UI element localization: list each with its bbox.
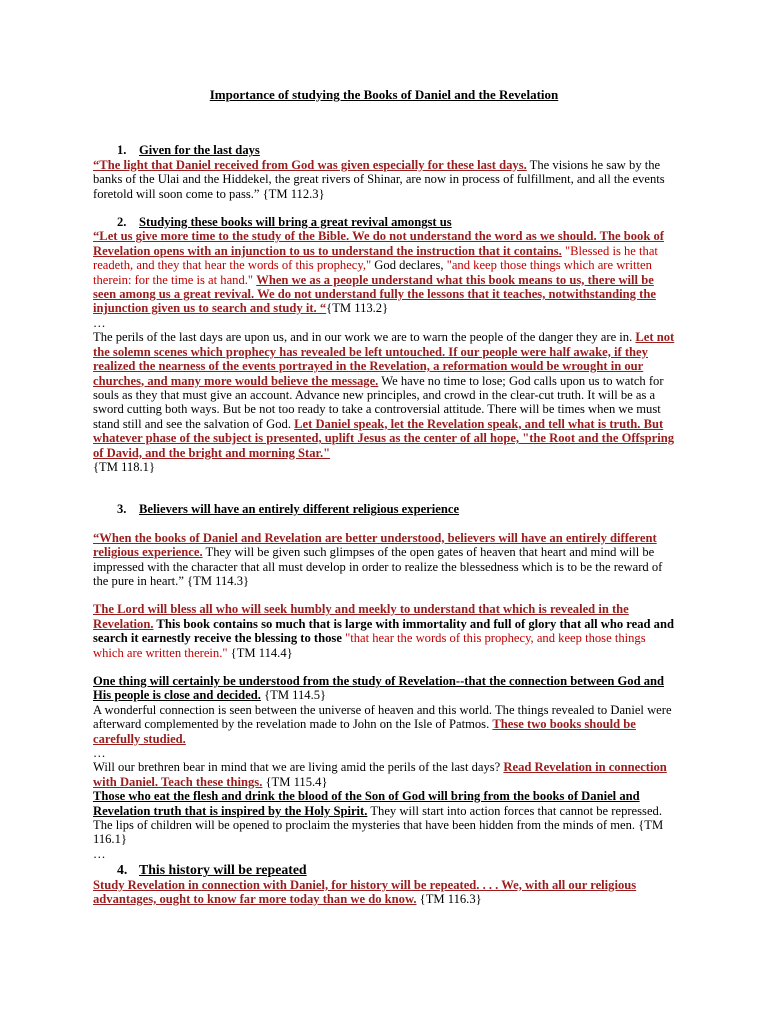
bold-underlined-text: One thing will certainly be understood from the study of Revelation--that the connection between God and His people is close and decided. [93, 674, 665, 703]
highlighted-quote: Read Revelation in connection with Daniel. Teach these things. [93, 760, 667, 789]
ellipsis: … [93, 846, 106, 861]
paragraph [93, 229, 675, 315]
section-heading-text: This history will be repeated [139, 862, 307, 878]
highlighted-quote: The Lord will bless all who will seek humbly and meekly to understand that which is revealed in the Revelation. [93, 602, 629, 631]
reference: {TM 113.2} [326, 301, 389, 316]
paragraph [93, 789, 675, 847]
reference: {TM 114.5} [260, 688, 327, 703]
highlighted-quote: Let not the solemn scenes which prophecy has revealed be left untouched. If our people were half awake, if they realized the nearness of the events portrayed in the Revelation, a reformation would be wrought in our churches, and many more would believe the message. [93, 330, 675, 388]
highlighted-quote: “Let us give more time to the study of the Bible. We do not understand the word as we should. The book of Revelation opens with an injunction to us to understand the instruction that it contains. [93, 229, 664, 258]
highlighted-quote: “When the books of Daniel and Revelation are better understood, believers will have an entirely different religious experience. [93, 530, 657, 560]
paragraph [93, 602, 675, 660]
body-text: We have no time to lose; God calls upon us to watch for souls as they that must give an account. Advance new principles, and crowd in the clear-cut truth. It will be as a sword cutting both ways. But be not too ready to take a controversial attitude. There will be times when we must stand still and see the salvation of God. [93, 373, 664, 431]
section-number: 4. [117, 862, 128, 878]
bold-underlined-text: Those who eat the flesh and drink the blood of the Son of God will bring from the books of Daniel and Revelation truth that is inspired by the Holy Spirit. [93, 789, 640, 818]
paragraph [93, 531, 675, 589]
section-heading-text: Studying these books will bring a great revival amongst us [139, 215, 452, 230]
scripture-quote: "and keep those things which are written therein: for the time is at hand." [93, 258, 652, 287]
bold-text: This book contains so much that is large with immortality and full of glory that all who read and search it earnestly receive the blessing to those [93, 616, 674, 646]
body-text: A wonderful connection is seen between the universe of heaven and this world. The things revealed to Daniel were afterward complemented by the revelation made to John on the Isle of Patmos. [93, 702, 672, 732]
reference: {TM 115.4} [262, 774, 328, 789]
reference: {TM 118.1} [93, 459, 155, 474]
paragraph [93, 760, 675, 789]
section-heading-2 [117, 215, 675, 229]
section-number: 3. [117, 502, 127, 517]
highlighted-quote: Let Daniel speak, let the Revelation speak, and tell what is truth. But whatever phase of the subject is presented, uplift Jesus as the center of all hope, "the Root and the Offspring of David, and the bright and morning Star." [93, 416, 675, 460]
body-text: The visions he saw by the banks of the Ulai and the Hiddekel, the great rivers of Shinar, are now in process of fulfillment, and all the events foretold will soon come to pass.” {TM 112.3} [93, 157, 665, 201]
reference: {TM 116.3} [416, 892, 482, 907]
highlighted-quote: These two books should be carefully studied. [93, 717, 636, 746]
paragraph [93, 158, 675, 201]
ellipsis: … [93, 315, 106, 330]
paragraph [93, 674, 675, 703]
highlighted-quote: Study Revelation in connection with Daniel, for history will be repeated. . . . We, with all our religious advantages, ought to know far more today than we do know. [93, 877, 637, 907]
body-text: The perils of the last days are upon us, and in our work we are to warn the people of the danger they are in. [93, 330, 636, 345]
body-text: Will our brethren bear in mind that we are living amid the perils of the last days? [93, 760, 504, 775]
section-heading-4 [117, 863, 675, 877]
document-page [93, 88, 675, 907]
body-text: They will be given such glimpses of the open gates of heaven that heart and mind will be impressed with the character that all must develop in order to realize the blessedness which is to be the reward of the pure in heart.” {TM 114.3} [93, 545, 663, 588]
section-heading-text: Believers will have an entirely different religious experience [139, 502, 460, 517]
highlighted-quote: “The light that Daniel received from God was given especially for these last days. [93, 157, 527, 172]
highlighted-quote: When we as a people understand what this book means to us, there will be seen among us a great revival. We do not understand fully the lessons that it teaches, notwithstanding the injunction given us to search and study it. “ [93, 272, 656, 316]
section-heading-1 [117, 143, 675, 157]
paragraph [93, 878, 675, 907]
scripture-quote: "that hear the words of this prophecy, and keep those things which are written therein." [93, 631, 646, 660]
reference: {TM 114.4} [227, 645, 293, 660]
ellipsis: … [93, 746, 106, 761]
body-text: God declares, [371, 258, 447, 273]
section-heading-3 [117, 502, 675, 516]
paragraph [93, 330, 675, 460]
document-title: Importance of studying the Books of Daniel and the Revelation [209, 87, 559, 102]
scripture-quote: "Blessed is he that readeth, and they that hear the words of this prophecy," [93, 243, 658, 273]
paragraph [93, 703, 675, 746]
section-heading-text: Given for the last days [139, 143, 260, 158]
body-text: They will start into action forces that cannot be repressed. The lips of children will be opened to proclaim the mysteries that have been hidden from the minds of men. {TM 116.1} [93, 803, 664, 847]
section-number: 2. [117, 215, 127, 230]
section-number: 1. [117, 143, 127, 158]
